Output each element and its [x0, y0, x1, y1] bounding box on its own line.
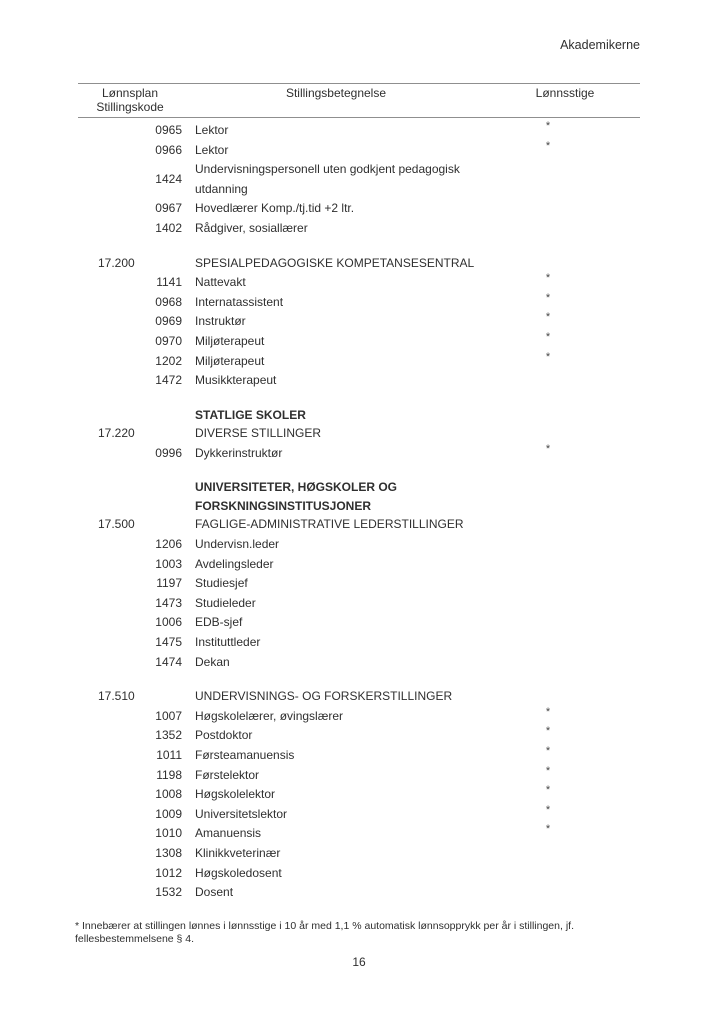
lonnsstige-cell: * — [545, 823, 551, 836]
stillingsbetegnelse-cell: Instruktør — [195, 314, 246, 329]
stillingsbetegnelse-cell: Klinikkveterinær — [195, 845, 281, 860]
group-heading-row — [78, 406, 640, 425]
table-header — [78, 83, 640, 118]
column-header-lonnsplan: Lønnsplan — [101, 86, 159, 100]
lonnsstige-cell: * — [545, 725, 551, 738]
stillingsbetegnelse-cell: EDB-sjef — [195, 615, 243, 630]
stillingskode-cell: 0966 — [155, 142, 182, 157]
stillingsbetegnelse-cell: FAGLIGE-ADMINISTRATIVE LEDERSTILLINGER — [195, 517, 464, 532]
stillingsbetegnelse-cell: FORSKNINGSINSTITUSJONER — [195, 498, 372, 513]
stillingskode-cell: 1007 — [155, 708, 182, 723]
table-row — [78, 574, 640, 594]
stillingskode-cell: 1202 — [155, 353, 182, 368]
stillingsbetegnelse-cell: Miljøterapeut — [195, 353, 265, 368]
stillingsbetegnelse-cell: Postdoktor — [195, 728, 253, 743]
lonnsstige-cell: * — [545, 311, 551, 324]
table-row — [78, 219, 640, 239]
stillingskode-cell: 0968 — [155, 294, 182, 309]
table-row — [78, 864, 640, 884]
footnote-line-1: * Innebærer at stillingen lønnes i lønnsstige i 10 år med 1,1 % automatisk lønnsopprykk per år i stillingen, jf. — [75, 919, 574, 932]
stillingsbetegnelse-cell: Dekan — [195, 654, 230, 669]
table-section — [78, 406, 640, 464]
lonnsplan-cell: 17.200 — [98, 255, 135, 270]
stillingskode-cell: 1472 — [155, 373, 182, 388]
stillingsbetegnelse-cell: Lektor — [195, 142, 229, 157]
stillingsbetegnelse-cell: Instituttleder — [195, 634, 261, 649]
stillingskode-cell: 1010 — [155, 826, 182, 841]
stillingskode-cell: 0996 — [155, 445, 182, 460]
stillingskode-cell: 1012 — [155, 865, 182, 880]
stillingsbetegnelse-cell: Lektor — [195, 123, 229, 137]
lonnsstige-cell: * — [545, 705, 551, 718]
stillingskode-cell: 1424 — [155, 171, 182, 186]
stillingsbetegnelse-cell: Rådgiver, sosiallærer — [195, 220, 308, 235]
plan-title-row — [78, 515, 640, 535]
stillingskode-cell: 1008 — [155, 787, 182, 802]
table-row — [78, 883, 640, 903]
table-row — [78, 613, 640, 633]
group-heading-row — [78, 478, 640, 497]
table-row — [78, 199, 640, 219]
stillingsbetegnelse-cell: Undervisningspersonell uten godkjent pedagogisk utdanning — [195, 162, 460, 196]
lonnsstige-cell: * — [545, 784, 551, 797]
stillingsbetegnelse-cell: Førsteamanuensis — [195, 747, 295, 762]
stillingskode-cell: 1352 — [155, 728, 182, 743]
table-row — [78, 824, 640, 844]
lonnsplan-cell: 17.510 — [98, 689, 135, 704]
stillingskode-cell: 1473 — [155, 595, 182, 610]
stillingskode-cell: 1402 — [155, 220, 182, 235]
stillingsbetegnelse-cell: Studiesjef — [195, 576, 248, 591]
stillingskode-cell: 0970 — [155, 333, 182, 348]
table-row — [78, 555, 640, 575]
stillingsbetegnelse-cell: Dosent — [195, 885, 234, 900]
stillingskode-cell: 0965 — [155, 123, 182, 137]
stillingskode-cell: 1474 — [155, 654, 182, 669]
table-row — [78, 444, 640, 464]
column-header-lonnsstige: Lønnsstige — [535, 86, 595, 100]
stillingsbetegnelse-cell: UNDERVISNINGS- OG FORSKERSTILLINGER — [195, 689, 453, 704]
group-heading-row — [78, 497, 640, 516]
table-row — [78, 594, 640, 614]
table-body — [78, 121, 640, 903]
lonnsstige-cell: * — [545, 744, 551, 757]
lonnsstige-cell: * — [545, 291, 551, 304]
lonnsstige-cell: * — [545, 350, 551, 363]
stillingsbetegnelse-cell: SPESIALPEDAGOGISKE KOMPETANSESENTRAL — [195, 255, 475, 270]
stillingsbetegnelse-cell: Studieleder — [195, 595, 256, 610]
table-section — [78, 254, 640, 391]
lonnsstige-cell: * — [545, 272, 551, 285]
stillingsbetegnelse-cell: Hovedlærer Komp./tj.tid +2 ltr. — [195, 201, 355, 216]
lonnsplan-cell: 17.220 — [98, 426, 135, 441]
stillingsbetegnelse-cell: Undervisn.leder — [195, 537, 280, 551]
table-row — [78, 160, 640, 199]
table-row — [78, 141, 640, 161]
table-row — [78, 653, 640, 673]
stillingskode-cell: 1475 — [155, 634, 182, 649]
table-section — [78, 687, 640, 903]
stillingsbetegnelse-cell: Musikkterapeut — [195, 373, 277, 388]
stillingsbetegnelse-cell: Høgskoledosent — [195, 865, 282, 880]
stillingsbetegnelse-cell: DIVERSE STILLINGER — [195, 426, 322, 441]
table-section — [78, 478, 640, 672]
table-row — [78, 535, 640, 555]
lonnsstige-cell: * — [545, 330, 551, 343]
stillingsbetegnelse-cell: STATLIGE SKOLER — [195, 407, 306, 422]
stillingsbetegnelse-cell: Internatassistent — [195, 294, 284, 309]
stillingskode-cell: 1009 — [155, 806, 182, 821]
stillingsbetegnelse-cell: Avdelingsleder — [195, 556, 274, 571]
column-header-stillingskode: Stillingskode — [96, 100, 164, 114]
stillingskode-cell: 1206 — [155, 537, 182, 551]
stillingsbetegnelse-cell: Høgskolelærer, øvingslærer — [195, 708, 344, 723]
lonnsstige-cell: * — [545, 803, 551, 816]
stillingskode-cell: 0967 — [155, 201, 182, 216]
stillingsbetegnelse-cell: UNIVERSITETER, HØGSKOLER OG — [195, 480, 398, 495]
stillingsbetegnelse-cell: Amanuensis — [195, 826, 262, 841]
stillingskode-cell: 1003 — [155, 556, 182, 571]
stillingsbetegnelse-cell: Universitetslektor — [195, 806, 288, 821]
column-header-stillingsbetegnelse: Stillingsbetegnelse — [285, 86, 387, 100]
stillingsbetegnelse-cell: Dykkerinstruktør — [195, 445, 283, 460]
table-row — [78, 371, 640, 391]
stillingskode-cell: 1532 — [155, 885, 182, 900]
stillingskode-cell: 1197 — [156, 576, 182, 591]
page-number: 16 — [352, 954, 366, 969]
stillingsbetegnelse-cell: Miljøterapeut — [195, 333, 265, 348]
stillingskode-cell: 1308 — [155, 845, 182, 860]
lonnsstige-cell: * — [545, 139, 551, 152]
table-row — [78, 633, 640, 653]
lonnsstige-cell: * — [545, 120, 551, 132]
lonnsplan-cell: 17.500 — [98, 517, 135, 532]
stillingskode-cell: 1198 — [156, 767, 182, 782]
table-row — [78, 844, 640, 864]
lonnsstige-cell: * — [545, 442, 551, 455]
stillingsbetegnelse-cell: Høgskolelektor — [195, 787, 276, 802]
lonnsstige-cell: * — [545, 764, 551, 777]
stillingsbetegnelse-cell: Nattevakt — [195, 275, 246, 290]
footnote — [75, 920, 640, 947]
stillingskode-cell: 1006 — [155, 615, 182, 630]
footnote-line-2: fellesbestemmelsene § 4. — [75, 933, 195, 946]
stillingsbetegnelse-cell: Førstelektor — [195, 767, 260, 782]
table-section — [78, 121, 640, 239]
stillingskode-cell: 1011 — [156, 747, 182, 762]
document-header-org: Akademikerne — [560, 38, 640, 52]
table-row — [78, 352, 640, 372]
stillingskode-cell: 0969 — [155, 314, 182, 329]
column-header-lonnsplan-stillingskode — [78, 86, 182, 114]
stillingskode-cell: 1141 — [156, 275, 182, 290]
